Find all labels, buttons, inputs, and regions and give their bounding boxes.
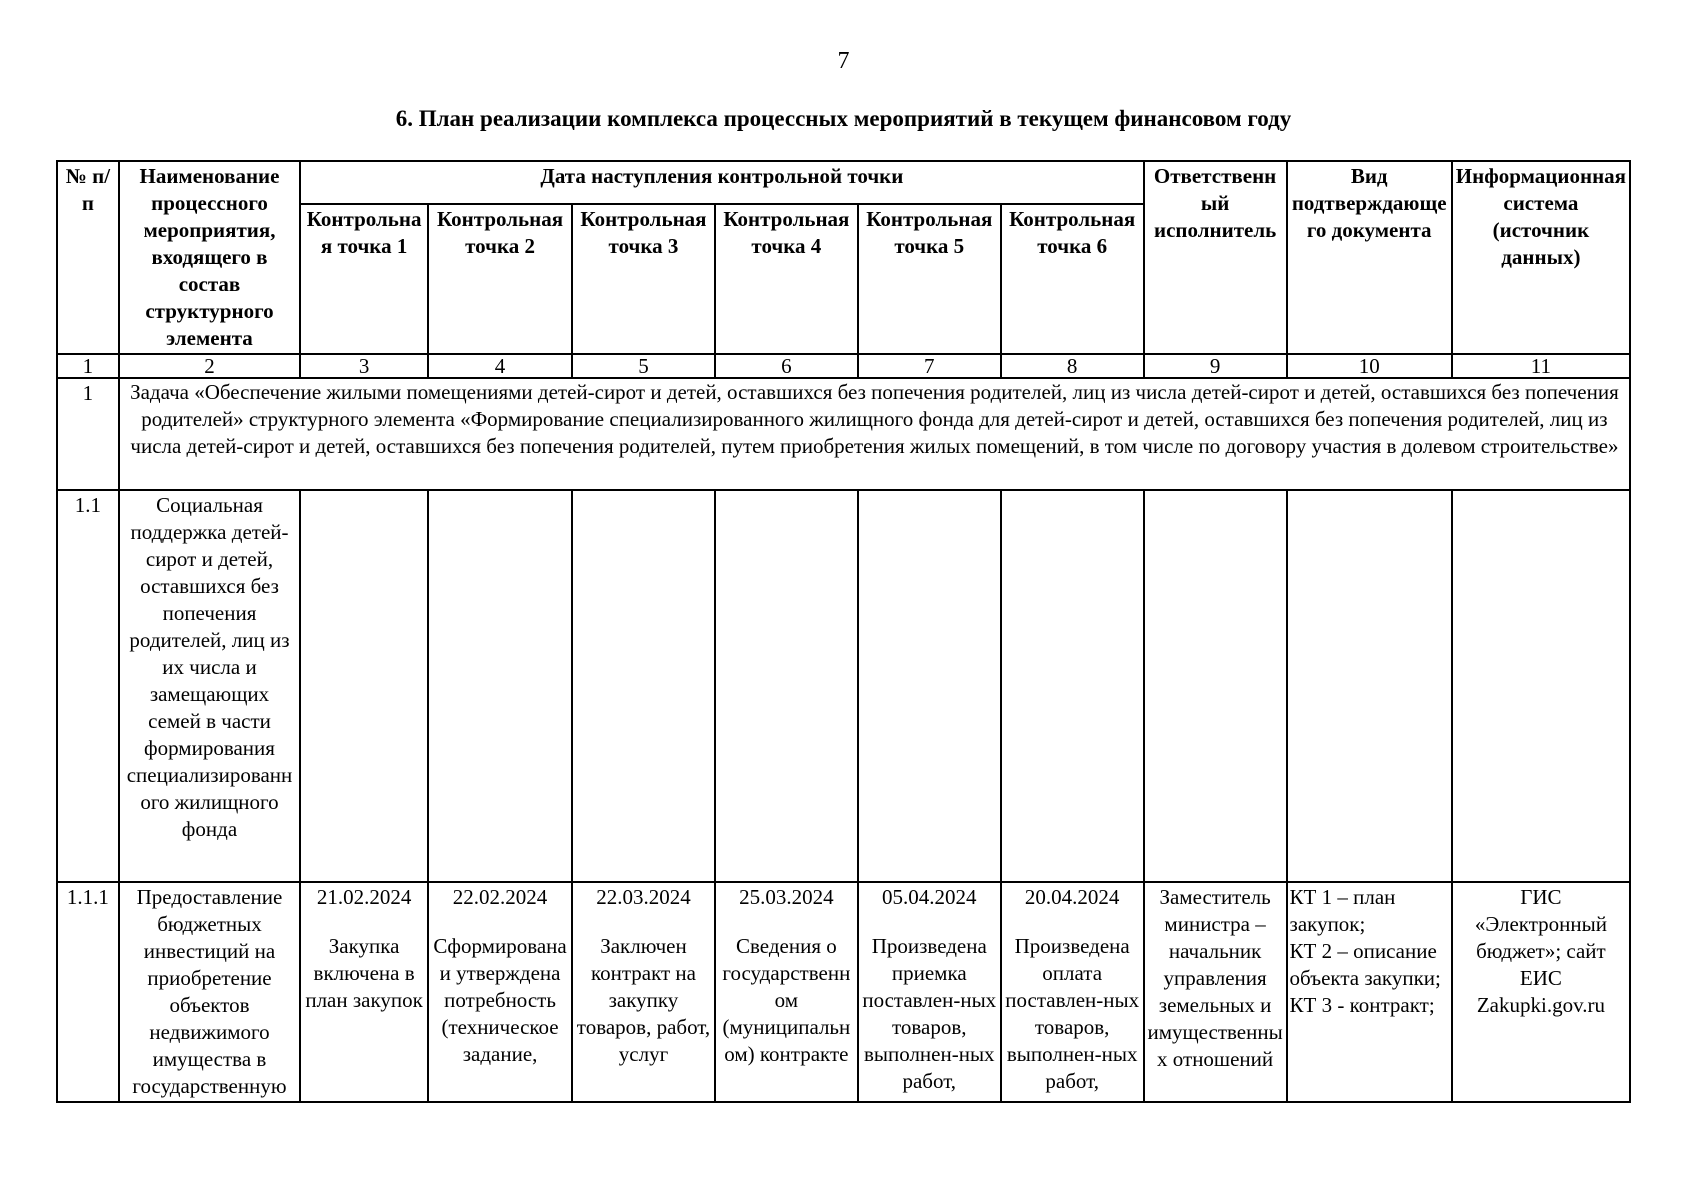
task-row	[57, 378, 1630, 490]
column-number: 10	[1287, 354, 1452, 378]
activity-row-1-1	[57, 490, 1630, 882]
column-number-row	[57, 354, 1630, 378]
activity-name: Социальная поддержка детей-сирот и детей, оставшихся без попечения родителей, лиц из их числа и замещающих семей в части формирования специализированного жилищного фонда	[119, 490, 300, 882]
empty-cell	[300, 490, 428, 882]
kt-description: Сформирована и утверждена потребность (техническое задание,	[433, 934, 567, 1066]
kt-cell-2	[428, 882, 572, 1102]
kt-date: 21.02.2024	[316, 885, 412, 909]
header-date-group: Дата наступления контрольной точки	[300, 161, 1144, 204]
header-kt-6: Контрольная точка 6	[1001, 204, 1144, 354]
kt-date: 25.03.2024	[739, 885, 834, 909]
column-number: 7	[858, 354, 1001, 378]
document-line: КТ 3 - контракт;	[1289, 993, 1435, 1017]
header-document-type: Вид подтверждающего документа	[1287, 161, 1452, 354]
empty-cell	[715, 490, 858, 882]
process-plan-table	[56, 160, 1631, 1103]
task-num: 1	[57, 378, 119, 490]
kt-description: Произведена оплата поставлен-ных товаров, выполнен-ных работ,	[1005, 934, 1140, 1093]
document-line: КТ 1 – план закупок;	[1289, 885, 1396, 936]
header-kt-4: Контрольная точка 4	[715, 204, 858, 354]
header-row	[57, 161, 1630, 204]
header-kt-1: Контрольная точка 1	[300, 204, 428, 354]
empty-cell	[572, 490, 715, 882]
kt-cell-4	[715, 882, 858, 1102]
kt-description: Закупка включена в план закупок	[305, 934, 423, 1012]
task-text: Задача «Обеспечение жилыми помещениями детей-сирот и детей, оставшихся без попечения родителей, лиц из числа детей-сирот и детей, оставшихся без попечения родителей» структурного элемента «Формирование специализированного жилищного фонда для детей-сирот и детей, оставшихся без попечения родителей, лиц из числа детей-сирот и детей, оставшихся без попечения родителей, путем приобретения жилых помещений, в том числе по договору участия в долевом строительстве»	[119, 378, 1630, 490]
header-activity-name: Наименование процессного мероприятия, входящего в состав структурного элемента	[119, 161, 300, 354]
kt-date: 22.02.2024	[452, 885, 548, 909]
kt-cell-3	[572, 882, 715, 1102]
header-kt-5: Контрольная точка 5	[858, 204, 1001, 354]
empty-cell	[1452, 490, 1630, 882]
column-number: 8	[1001, 354, 1144, 378]
column-number: 1	[57, 354, 119, 378]
empty-cell	[858, 490, 1001, 882]
kt-date: 22.03.2024	[596, 885, 691, 909]
kt-cell-6	[1001, 882, 1144, 1102]
kt-date: 20.04.2024	[1024, 885, 1120, 909]
empty-cell	[1001, 490, 1144, 882]
document-title: 6. План реализации комплекса процессных мероприятий в текущем финансовом году	[395, 106, 1292, 131]
info-system-cell: ГИС «Электронный бюджет»; сайт ЕИС Zakupki.gov.ru	[1452, 882, 1630, 1102]
kt-cell-5	[858, 882, 1001, 1102]
activity-name: Предоставление бюджетных инвестиций на приобретение объектов недвижимого имущества в государственную	[119, 882, 300, 1102]
kt-description: Заключен контракт на закупку товаров, работ, услуг	[576, 934, 711, 1066]
document-type-cell	[1287, 882, 1452, 1102]
column-number: 9	[1144, 354, 1287, 378]
header-num: № п/п	[57, 161, 119, 354]
empty-cell	[1144, 490, 1287, 882]
header-kt-3: Контрольная точка 3	[572, 204, 715, 354]
empty-cell	[1287, 490, 1452, 882]
kt-date: 05.04.2024	[882, 885, 977, 909]
column-number: 4	[428, 354, 572, 378]
header-responsible: Ответственный исполнитель	[1144, 161, 1287, 354]
kt-cell-1	[300, 882, 428, 1102]
document-line: КТ 2 – описание объекта закупки;	[1289, 939, 1441, 990]
column-number: 3	[300, 354, 428, 378]
header-kt-2: Контрольная точка 2	[428, 204, 572, 354]
empty-cell	[428, 490, 572, 882]
row-num: 1.1	[57, 490, 119, 882]
column-number: 6	[715, 354, 858, 378]
responsible-cell: Заместитель министра – начальник управления земельных и имущественных отношений	[1144, 882, 1287, 1102]
column-number: 2	[119, 354, 300, 378]
row-num: 1.1.1	[57, 882, 119, 1102]
column-number: 11	[1452, 354, 1630, 378]
kt-description: Произведена приемка поставлен-ных товаров, выполнен-ных работ,	[862, 934, 997, 1093]
column-number: 5	[572, 354, 715, 378]
page-number: 7	[837, 48, 850, 74]
header-info-system: Информационная система (источник данных)	[1452, 161, 1630, 354]
activity-row-1-1-1	[57, 882, 1630, 1102]
kt-description: Сведения о государственном (муниципальном) контракте	[722, 934, 851, 1066]
